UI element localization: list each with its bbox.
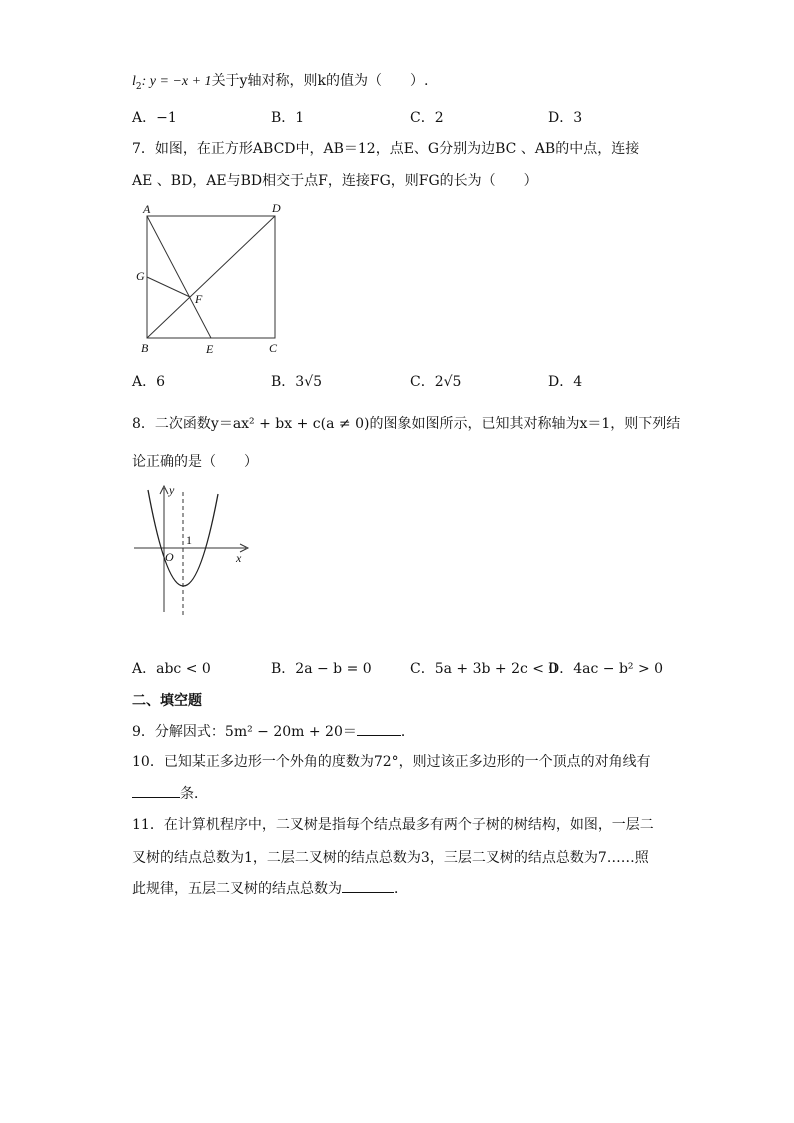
q7-option-d: D．4: [548, 374, 583, 390]
label-c: C: [269, 341, 278, 355]
label-g: G: [136, 269, 145, 283]
q11-line2: 叉树的结点总数为1，二层二叉树的结点总数为3，三层二叉树的结点总数为7……照: [132, 850, 649, 866]
segment-fg: [147, 277, 190, 297]
label-a: A: [143, 202, 151, 216]
label-f: F: [195, 292, 203, 306]
label-b: B: [141, 341, 149, 355]
q6-stem: [132, 71, 428, 97]
q6-text: 关于y轴对称，则k的值为（ ）.: [211, 73, 429, 89]
q9-end: ．: [400, 724, 415, 740]
label-e: E: [206, 342, 214, 356]
axis-label-y: y: [169, 483, 175, 497]
q7-option-c: C．2√5: [410, 374, 462, 390]
q6-option-c: C．2: [410, 110, 444, 126]
q8-option-d: D．4ac − b² > 0: [548, 661, 664, 677]
q11-end: ．: [394, 881, 408, 897]
q7-option-a: A．6: [132, 374, 166, 390]
q8-option-c: C．5a + 3b + 2c < 0: [410, 661, 558, 677]
q10-answer-blank[interactable]: [132, 783, 180, 798]
q8-option-a: A．abc < 0: [132, 661, 211, 677]
q10-line2: [132, 783, 208, 804]
diagonal-bd: [147, 216, 275, 338]
section-title-fill-in: 二、填空题: [132, 693, 202, 709]
q10-line1: 10．已知某正多边形一个外角的度数为72°，则过该正多边形的一个顶点的对角线有: [132, 754, 651, 770]
label-d: D: [272, 201, 281, 215]
q11-text: 此规律，五层二叉树的结点总数为: [132, 881, 342, 897]
axis-label-x: x: [236, 551, 242, 565]
origin-label: O: [165, 550, 174, 564]
q6-expr: : y = −x + 1: [141, 74, 212, 89]
q6-line-sub: 2: [135, 81, 142, 92]
q9-answer-blank[interactable]: [357, 721, 401, 736]
q6-option-d: D．3: [548, 110, 583, 126]
q7-line1: 7．如图，在正方形ABCD中，AB＝12，点E、G分别为边BC 、AB的中点，连接: [132, 141, 640, 157]
tick-label-1: 1: [186, 533, 192, 547]
q6-option-a: A．−1: [132, 110, 177, 126]
q7-option-b: B．3√5: [271, 374, 323, 390]
q6-option-b: B．1: [271, 110, 305, 126]
q9-text: 9．分解因式：5m² − 20m + 20＝: [132, 724, 357, 740]
q7-square-figure: [130, 198, 290, 360]
q11-line1: 11．在计算机程序中，二叉树是指每个结点最多有两个子树的树结构，如图，一层二: [132, 817, 654, 833]
q8-line2: 论正确的是（ ）: [132, 454, 258, 470]
q10-end: 条．: [180, 786, 208, 802]
segment-ae: [147, 216, 211, 338]
q8-line1: 8．二次函数y＝ax² + bx + c(a ≠ 0)的图象如图所示，已知其对称轴为x＝1，则下列结: [132, 416, 681, 432]
q6-line-symbol: l: [132, 74, 136, 89]
q7-line2: AE 、BD，AE与BD相交于点F，连接FG，则FG的长为（ ）: [132, 173, 538, 189]
q11-answer-blank[interactable]: [342, 878, 394, 893]
q8-parabola-graph: [130, 480, 260, 620]
q9-stem: [132, 721, 415, 742]
q8-option-b: B．2a − b = 0: [271, 661, 372, 677]
q11-line3: [132, 878, 408, 899]
